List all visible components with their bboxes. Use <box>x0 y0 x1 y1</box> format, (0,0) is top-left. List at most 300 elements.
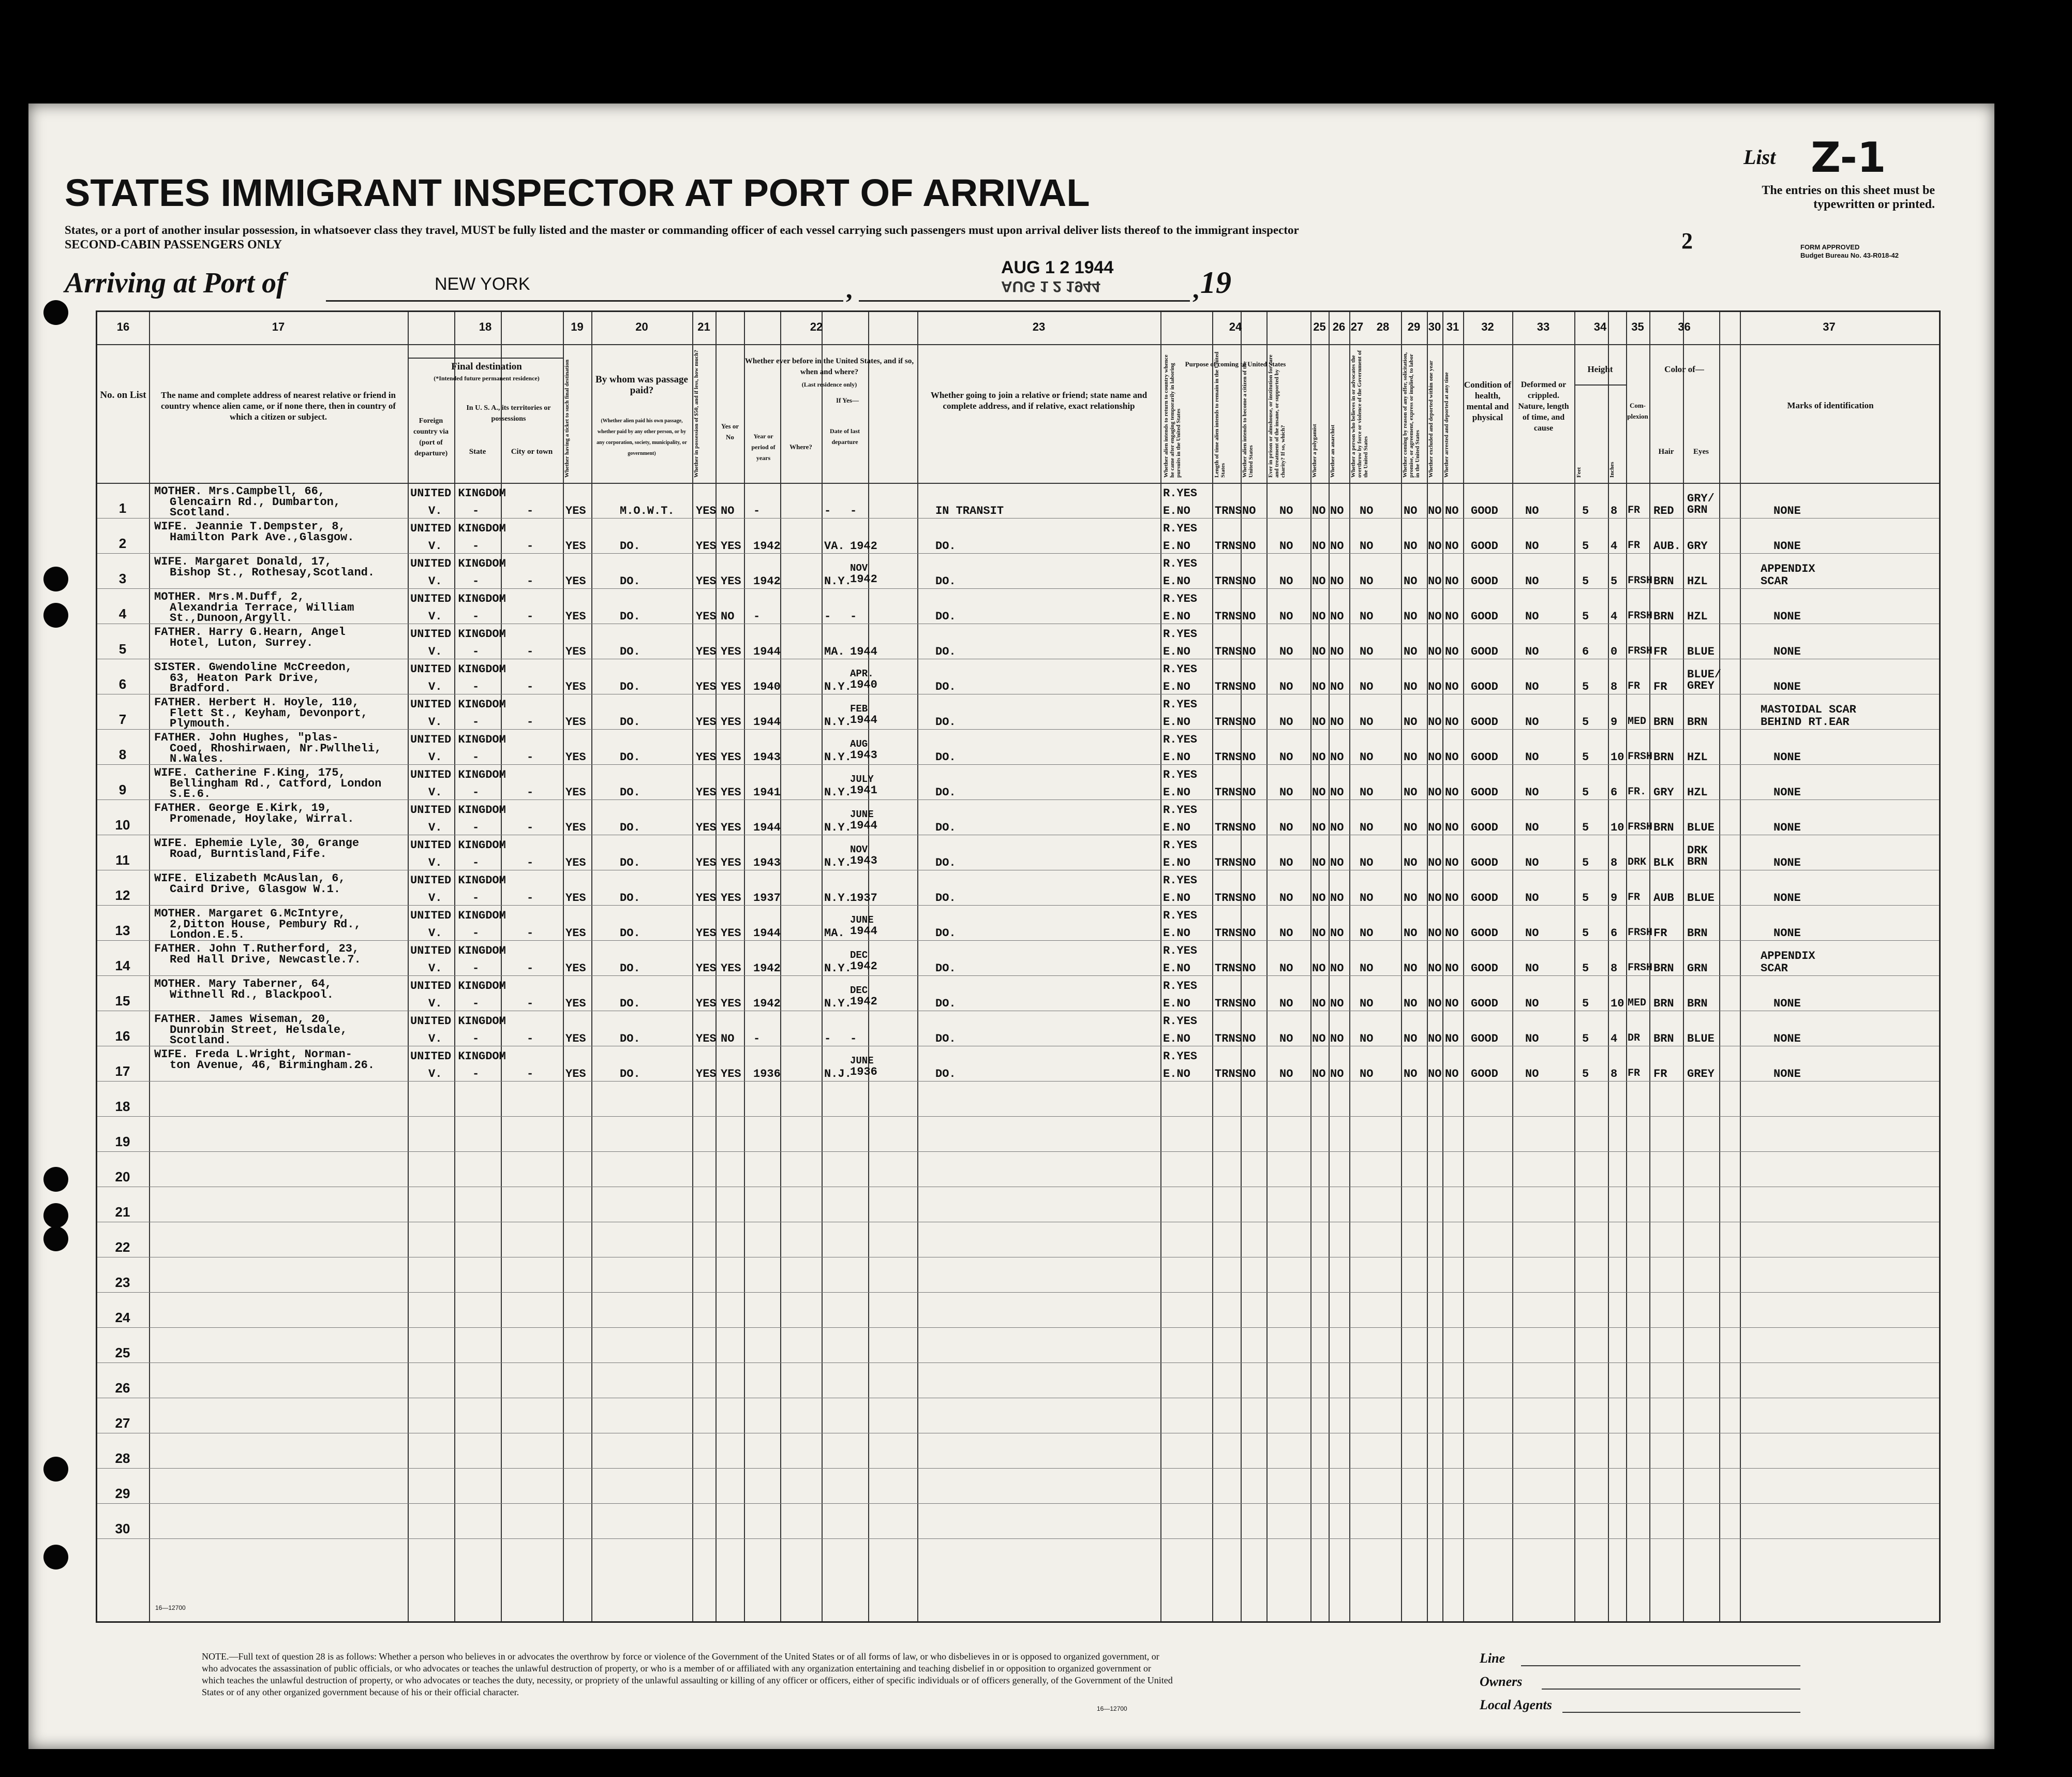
row-rule <box>97 729 1939 730</box>
height-inches: 6 <box>1611 786 1618 799</box>
length-of-stay: TRNS <box>1215 645 1242 658</box>
contract-labor: NO <box>1404 786 1418 799</box>
destination-country: UNITED KINGDOM <box>410 909 506 922</box>
relative-address: Hamilton Park Ave.,Glasgow. <box>170 531 354 544</box>
citizen: NO <box>1242 962 1256 975</box>
port-value: NEW YORK <box>435 274 530 294</box>
city: - <box>527 786 534 799</box>
excluded: NO <box>1428 610 1442 623</box>
identification-marks: NONE <box>1773 821 1801 834</box>
height-feet: 5 <box>1582 540 1589 553</box>
health: GOOD <box>1471 997 1498 1010</box>
row-number: 2 <box>118 536 127 551</box>
anarchist: NO <box>1330 856 1344 869</box>
height-feet: 5 <box>1582 1032 1589 1045</box>
prison: NO <box>1279 892 1293 905</box>
column-number: 17 <box>272 320 285 333</box>
ticket: YES <box>565 856 586 869</box>
citizen: NO <box>1242 680 1256 693</box>
deported: NO <box>1445 716 1459 729</box>
row-rule <box>97 1292 1939 1293</box>
height-feet: 5 <box>1582 610 1589 623</box>
hair-color: FR <box>1653 645 1667 658</box>
city: - <box>527 927 534 940</box>
departure-date: 1937 <box>850 892 877 905</box>
header-height: Height <box>1587 364 1613 374</box>
header-deported: Whether arrested and deported at any time <box>1443 372 1450 478</box>
city: - <box>527 1068 534 1080</box>
complexion: FRSH <box>1628 962 1653 974</box>
anarchist: NO <box>1330 716 1344 729</box>
sheet-number: 2 <box>1681 228 1693 254</box>
excluded: NO <box>1428 751 1442 764</box>
departure-year: 1941 <box>850 784 877 797</box>
header-overthrow: Whether a person who believes in or advocates the overthrow by force or violence of the Government of the United States <box>1350 350 1369 478</box>
relative-address: Red Hall Drive, Newcastle.7. <box>170 953 361 966</box>
deported: NO <box>1445 786 1459 799</box>
height-inches: 4 <box>1611 1032 1618 1045</box>
before-in-us: YES <box>721 680 741 693</box>
column-rule <box>1329 312 1330 1621</box>
column-number: 36 <box>1678 320 1691 333</box>
polygamist: NO <box>1312 716 1326 729</box>
column-rule <box>1266 312 1268 1621</box>
row-number: 25 <box>115 1345 130 1360</box>
identification-marks: NONE <box>1773 505 1801 517</box>
passage-paid: DO. <box>620 540 640 553</box>
departure-month: NOV <box>850 562 868 574</box>
ticket: YES <box>565 892 586 905</box>
purpose-return: R.YES <box>1163 980 1198 993</box>
relative-name: MOTHER. Mrs.Campbell, 66, <box>154 485 325 498</box>
anarchist: NO <box>1330 997 1344 1010</box>
column-number: 23 <box>1032 320 1046 333</box>
deported: NO <box>1445 505 1459 517</box>
ticket: YES <box>565 680 586 693</box>
departure-date: 1944 <box>850 645 877 658</box>
where: N.J. <box>824 1068 852 1080</box>
via: V. <box>428 680 442 693</box>
before-in-us: YES <box>721 821 741 834</box>
before-in-us: YES <box>721 786 741 799</box>
purpose-return: R.YES <box>1163 487 1198 500</box>
relative-address-line3: London.E.5. <box>170 928 245 941</box>
deformed: NO <box>1525 680 1539 693</box>
identification-marks: NONE <box>1773 1068 1801 1080</box>
where: MA. <box>824 927 845 940</box>
deported: NO <box>1445 645 1459 658</box>
cash: YES <box>696 540 717 553</box>
departure-month: APR. <box>850 668 874 679</box>
column-rule <box>744 312 745 1621</box>
health: GOOD <box>1471 575 1498 588</box>
header-before-in-us: Whether ever before in the United States, and if so, when and where? <box>744 357 914 376</box>
identification-marks: NONE <box>1773 786 1801 799</box>
joining: DO. <box>935 997 956 1010</box>
column-rule <box>454 312 455 1621</box>
column-number: 21 <box>697 320 710 333</box>
date-stamp: AUG 1 2 1944 <box>1001 258 1114 277</box>
excluded: NO <box>1428 892 1442 905</box>
header-final-destination: Final destination <box>451 361 522 372</box>
state: - <box>472 1068 480 1080</box>
column-rule <box>822 312 823 1621</box>
header-state: State <box>469 448 486 456</box>
health: GOOD <box>1471 645 1498 658</box>
height-feet: 5 <box>1582 680 1589 693</box>
length-of-stay: TRNS <box>1215 610 1242 623</box>
length-of-stay: TRNS <box>1215 680 1242 693</box>
column-rule <box>692 312 693 1621</box>
before-in-us: YES <box>721 962 741 975</box>
complexion: FR <box>1628 505 1641 516</box>
prison: NO <box>1279 610 1293 623</box>
passage-paid: DO. <box>620 892 640 905</box>
complexion: FRSH <box>1628 575 1653 587</box>
overthrow: NO <box>1360 892 1374 905</box>
eye-color: GRY <box>1687 540 1708 553</box>
joining: DO. <box>935 927 956 940</box>
column-rule <box>917 312 918 1621</box>
contract-labor: NO <box>1404 716 1418 729</box>
departure-year: 1943 <box>850 854 877 867</box>
purpose-e: E.NO <box>1163 856 1190 869</box>
deported: NO <box>1445 680 1459 693</box>
row-number: 18 <box>115 1099 130 1114</box>
passage-paid: DO. <box>620 997 640 1010</box>
header-rule <box>97 344 1939 345</box>
year-period: 1943 <box>753 856 781 869</box>
city: - <box>527 856 534 869</box>
overthrow: NO <box>1360 540 1374 553</box>
column-rule <box>1683 312 1684 1621</box>
date-line <box>859 300 1190 302</box>
identification-marks-2: BEHIND RT.EAR <box>1761 716 1850 729</box>
departure-month: DEC <box>850 985 868 996</box>
city: - <box>527 645 534 658</box>
complexion: FRSH <box>1628 610 1653 622</box>
relative-address: 2,Ditton House, Pembury Rd., <box>170 918 361 931</box>
length-of-stay: TRNS <box>1215 892 1242 905</box>
purpose-return: R.YES <box>1163 839 1198 852</box>
row-rule <box>97 905 1939 906</box>
identification-marks: NONE <box>1773 680 1801 693</box>
budget-bureau-number: Budget Bureau No. 43-R018-42 <box>1800 251 1899 259</box>
city: - <box>527 540 534 553</box>
header-city: City or town <box>511 448 553 456</box>
via: V. <box>428 821 442 834</box>
polygamist: NO <box>1312 680 1326 693</box>
local-agents-field <box>1562 1712 1800 1713</box>
joining: DO. <box>935 540 956 553</box>
excluded: NO <box>1428 540 1442 553</box>
comma: , <box>1192 275 1199 304</box>
overthrow: NO <box>1360 997 1374 1010</box>
purpose-return: R.YES <box>1163 768 1198 781</box>
purpose-e: E.NO <box>1163 716 1190 729</box>
header-nearest-relative: The name and complete address of nearest relative or friend in country whence alien came, or if none there, then in country of which a citizen or subject. <box>160 390 396 422</box>
prison: NO <box>1279 505 1293 517</box>
list-label: List <box>1743 145 1776 169</box>
excluded: NO <box>1428 927 1442 940</box>
header-prison: Ever in prison or almshouse, or institution for care and treatment of the insane, or supported by charity? If so, which? <box>1268 354 1286 478</box>
cash: YES <box>696 892 717 905</box>
purpose-e: E.NO <box>1163 540 1190 553</box>
purpose-e: E.NO <box>1163 751 1190 764</box>
via: V. <box>428 540 442 553</box>
line-label: Line <box>1480 1651 1505 1666</box>
before-in-us: YES <box>721 856 741 869</box>
eye-color-2: GREY <box>1687 679 1715 692</box>
overthrow: NO <box>1360 1068 1374 1080</box>
column-number: 37 <box>1823 320 1836 333</box>
joining: DO. <box>935 751 956 764</box>
prison: NO <box>1279 751 1293 764</box>
owners-field <box>1542 1689 1800 1690</box>
deformed: NO <box>1525 856 1539 869</box>
anarchist: NO <box>1330 505 1344 517</box>
row-number: 27 <box>115 1415 130 1431</box>
identification-marks-2: SCAR <box>1761 962 1788 975</box>
health: GOOD <box>1471 821 1498 834</box>
health: GOOD <box>1471 927 1498 940</box>
deported: NO <box>1445 856 1459 869</box>
header-where: Where? <box>789 443 812 451</box>
column-number: 16 <box>116 320 130 333</box>
column-rule <box>1719 312 1720 1621</box>
column-number: 35 <box>1631 320 1644 333</box>
column-number: 18 <box>479 320 492 333</box>
prison: NO <box>1279 716 1293 729</box>
subtitle-class: SECOND-CABIN PASSENGERS ONLY <box>65 238 282 251</box>
polygamist: NO <box>1312 786 1326 799</box>
row-number: 28 <box>115 1450 130 1466</box>
row-rule <box>97 1327 1939 1328</box>
complexion: FR <box>1628 680 1641 692</box>
eye-color: BLUE <box>1687 1032 1715 1045</box>
deported: NO <box>1445 575 1459 588</box>
excluded: NO <box>1428 1068 1442 1080</box>
polygamist: NO <box>1312 610 1326 623</box>
relative-name: WIFE. Ephemie Lyle, 30, Grange <box>154 837 360 850</box>
relative-address: Hotel, Luton, Surrey. <box>170 636 314 649</box>
ticket: YES <box>565 927 586 940</box>
destination-country: UNITED KINGDOM <box>410 768 506 781</box>
where: N.Y. <box>824 856 852 869</box>
ticket: YES <box>565 610 586 623</box>
list-value: Z-1 <box>1811 134 1886 182</box>
height-feet: 5 <box>1582 962 1589 975</box>
joining: DO. <box>935 575 956 588</box>
deformed: NO <box>1525 927 1539 940</box>
length-of-stay: TRNS <box>1215 856 1242 869</box>
prison: NO <box>1279 1032 1293 1045</box>
city: - <box>527 892 534 905</box>
city: - <box>527 610 534 623</box>
eye-color: BRN <box>1687 927 1708 940</box>
before-in-us: YES <box>721 751 741 764</box>
health: GOOD <box>1471 892 1498 905</box>
length-of-stay: TRNS <box>1215 1032 1242 1045</box>
ticket: YES <box>565 645 586 658</box>
destination-country: UNITED KINGDOM <box>410 628 506 641</box>
height-feet: 5 <box>1582 751 1589 764</box>
height-feet: 6 <box>1582 645 1589 658</box>
contract-labor: NO <box>1404 856 1418 869</box>
city: - <box>527 962 534 975</box>
complexion: FRSH <box>1628 821 1653 833</box>
contract-labor: NO <box>1404 1032 1418 1045</box>
header-feet: Feet <box>1576 467 1582 478</box>
state: - <box>472 892 480 905</box>
column-rule <box>1401 312 1402 1621</box>
relative-name: FATHER. James Wiseman, 20, <box>154 1013 332 1026</box>
overthrow: NO <box>1360 575 1374 588</box>
overthrow: NO <box>1360 645 1374 658</box>
passage-paid: DO. <box>620 751 640 764</box>
relative-address: 63, Heaton Park Drive, <box>170 672 320 685</box>
departure-month: DEC <box>850 950 868 961</box>
column-number: 19 <box>571 320 584 333</box>
passage-paid: DO. <box>620 680 640 693</box>
purpose-e: E.NO <box>1163 680 1190 693</box>
joining: DO. <box>935 962 956 975</box>
identification-marks: MASTOIDAL SCAR <box>1761 703 1856 716</box>
hair-color: FR <box>1653 680 1667 693</box>
year-period: 1942 <box>753 962 781 975</box>
year-period: 1944 <box>753 821 781 834</box>
polygamist: NO <box>1312 645 1326 658</box>
where: N.Y. <box>824 751 852 764</box>
deported: NO <box>1445 540 1459 553</box>
prison: NO <box>1279 540 1293 553</box>
anarchist: NO <box>1330 1068 1344 1080</box>
health: GOOD <box>1471 786 1498 799</box>
header-year-period: Year or period of years <box>751 433 776 462</box>
via: V. <box>428 751 442 764</box>
eye-color: GREY <box>1687 1068 1715 1080</box>
departure-date: - <box>850 505 857 517</box>
port-line <box>326 300 843 302</box>
eye-color: BLUE <box>1687 645 1715 658</box>
overthrow: NO <box>1360 856 1374 869</box>
row-number: 29 <box>115 1486 130 1501</box>
cash: YES <box>696 856 717 869</box>
relative-name: MOTHER. Mary Taberner, 64, <box>154 978 332 990</box>
year-period: - <box>753 1032 761 1045</box>
prison: NO <box>1279 1068 1293 1080</box>
prison: NO <box>1279 575 1293 588</box>
anarchist: NO <box>1330 821 1344 834</box>
deported: NO <box>1445 751 1459 764</box>
complexion: DR <box>1628 1032 1641 1044</box>
purpose-return: R.YES <box>1163 1015 1198 1028</box>
row-rule <box>97 518 1939 519</box>
passage-paid: DO. <box>620 1068 640 1080</box>
ticket: YES <box>565 751 586 764</box>
header-health: Condition of health, mental and physical <box>1464 380 1512 422</box>
polygamist: NO <box>1312 1068 1326 1080</box>
year-period: 1941 <box>753 786 781 799</box>
complexion: FRSH <box>1628 645 1653 657</box>
polygamist: NO <box>1312 751 1326 764</box>
eye-color-2: GRN <box>1687 504 1708 516</box>
overthrow: NO <box>1360 927 1374 940</box>
hair-color: BRN <box>1653 962 1674 975</box>
height-inches: 10 <box>1611 821 1624 834</box>
where: N.Y. <box>824 716 852 729</box>
complexion: FRSH <box>1628 927 1653 939</box>
deformed: NO <box>1525 1068 1539 1080</box>
state: - <box>472 786 480 799</box>
height-feet: 5 <box>1582 892 1589 905</box>
purpose-e: E.NO <box>1163 821 1190 834</box>
citizen: NO <box>1242 786 1256 799</box>
eye-color-2: BRN <box>1687 855 1708 868</box>
column-rule <box>591 312 592 1621</box>
anarchist: NO <box>1330 927 1344 940</box>
excluded: NO <box>1428 821 1442 834</box>
relative-address: Withnell Rd., Blackpool. <box>170 988 334 1001</box>
state: - <box>472 680 480 693</box>
manifest-table <box>96 310 1941 1623</box>
where: N.Y. <box>824 821 852 834</box>
relative-name: FATHER. Herbert H. Hoyle, 110, <box>154 696 360 709</box>
before-in-us: YES <box>721 645 741 658</box>
deformed: NO <box>1525 575 1539 588</box>
year-period: 1937 <box>753 892 781 905</box>
state: - <box>472 751 480 764</box>
row-rule <box>97 764 1939 765</box>
anarchist: NO <box>1330 680 1344 693</box>
complexion: DRK <box>1628 856 1647 868</box>
departure-year: 1944 <box>850 714 877 727</box>
column-rule <box>1574 312 1575 1621</box>
joining: DO. <box>935 1032 956 1045</box>
column-number: 24 <box>1229 320 1242 333</box>
purpose-return: R.YES <box>1163 804 1198 817</box>
row-rule <box>97 1116 1939 1117</box>
health: GOOD <box>1471 680 1498 693</box>
hair-color: BRN <box>1653 751 1674 764</box>
year-prefix: 19 <box>1200 265 1231 300</box>
column-rule <box>1740 312 1741 1621</box>
cash: YES <box>696 1032 717 1045</box>
relative-address-line3: Scotland. <box>170 506 231 519</box>
eye-color: DRK <box>1687 844 1708 857</box>
purpose-return: R.YES <box>1163 522 1198 535</box>
column-number: 32 <box>1481 320 1494 333</box>
anarchist: NO <box>1330 645 1344 658</box>
cash: YES <box>696 786 717 799</box>
destination-country: UNITED KINGDOM <box>410 698 506 711</box>
deported: NO <box>1445 927 1459 940</box>
column-rule <box>1310 312 1311 1621</box>
purpose-e: E.NO <box>1163 892 1190 905</box>
height-feet: 5 <box>1582 821 1589 834</box>
identification-marks: NONE <box>1773 610 1801 623</box>
relative-address: Bishop St., Rothesay,Scotland. <box>170 566 375 579</box>
row-number: 13 <box>115 923 130 938</box>
health: GOOD <box>1471 540 1498 553</box>
year-period: 1940 <box>753 680 781 693</box>
comma: , <box>846 275 853 304</box>
eye-color: BRN <box>1687 716 1708 729</box>
contract-labor: NO <box>1404 1068 1418 1080</box>
purpose-return: R.YES <box>1163 663 1198 676</box>
header-possession-50: Whether in possession of $50, and if less, how much? <box>693 349 699 478</box>
column-number: 20 <box>635 320 648 333</box>
